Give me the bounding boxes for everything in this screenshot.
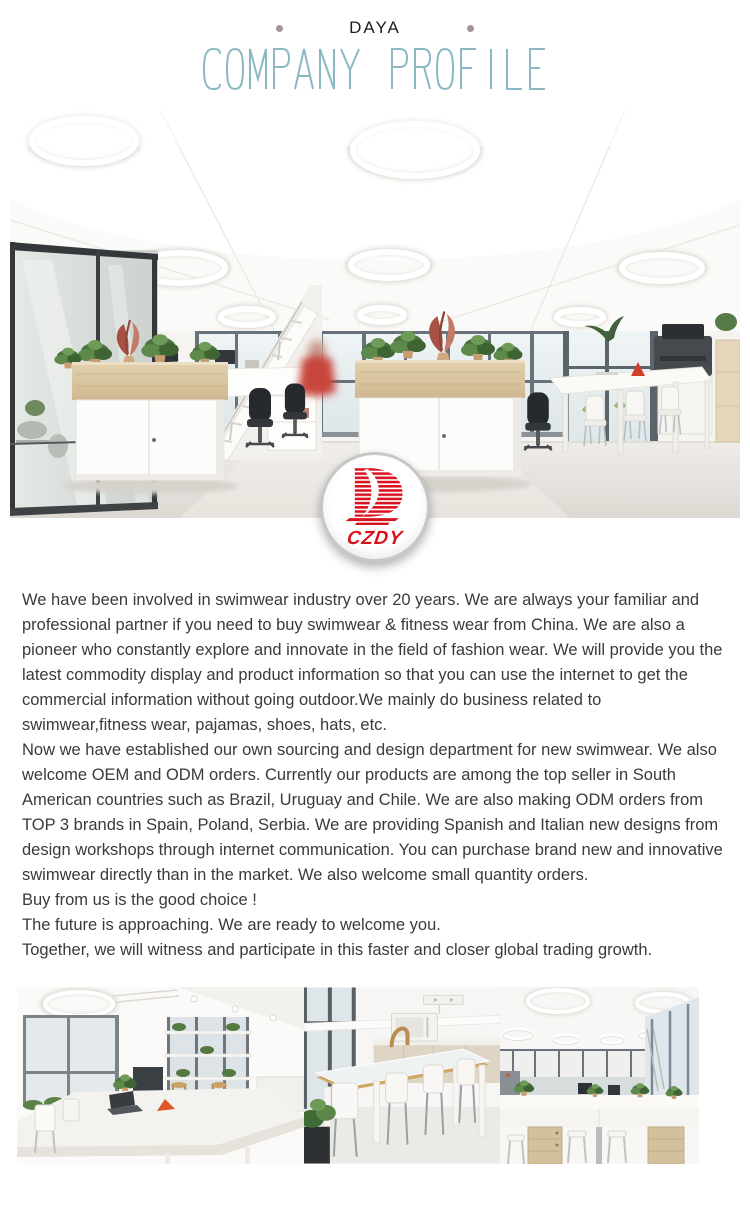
about-text xyxy=(22,588,728,963)
gallery-photo-meeting-area xyxy=(17,987,304,1164)
office-gallery xyxy=(17,987,750,1164)
about-paragraph: The future is approaching. We are ready to welcome you. xyxy=(22,916,441,934)
company-logo-text: CZDY xyxy=(345,528,405,549)
hero-office-photo xyxy=(10,110,740,549)
decor-dot-left-icon xyxy=(276,25,283,32)
page-title xyxy=(0,47,750,93)
photo-top-fade xyxy=(10,110,740,146)
about-paragraph: Together, we will witness and participate in this faster and closer global trading growth. xyxy=(22,941,653,959)
company-logo-badge xyxy=(320,452,430,562)
brand-name: DAYA xyxy=(349,18,401,37)
section-header xyxy=(0,0,750,93)
meeting-area-illustration xyxy=(17,987,304,1164)
gallery-photo-open-office xyxy=(500,987,699,1164)
about-paragraph: Buy from us is the good choice ! xyxy=(22,891,257,909)
dining-table-illustration xyxy=(304,987,500,1164)
company-logo-icon xyxy=(342,466,408,528)
about-paragraph: We have been involved in swimwear industry over 20 years. We are always your familiar and professional partner if you need to buy swimwear & fitness wear from China. We are also a pioneer who constantly explore and innovate in the field of fashion wear. We will provide you the latest commodity display and product information so that you can use the internet to get the commercial information without going outdoor.We mainly do business related to swimwear,fitness wear, pajamas, shoes, hats, etc. xyxy=(22,591,723,734)
about-paragraph: Now we have established our own sourcing and design department for new swimwear. We also welcome OEM and ODM orders. Currently our products are among the top seller in South American countries such as Brazil, Uruguay and Chile. We are also making ODM orders from TOP 3 brands in Spain, Poland, Serbia. We are providing Spanish and Italian new designs from design workshops through internet communication. You can purchase brand new and innovative swimwear directly than in the market. We also welcome small quantity orders. xyxy=(22,741,723,884)
brand-row xyxy=(0,0,750,38)
decor-dot-right-icon xyxy=(467,25,474,32)
gallery-photo-dining-table xyxy=(304,987,500,1164)
open-office-illustration xyxy=(500,987,699,1164)
